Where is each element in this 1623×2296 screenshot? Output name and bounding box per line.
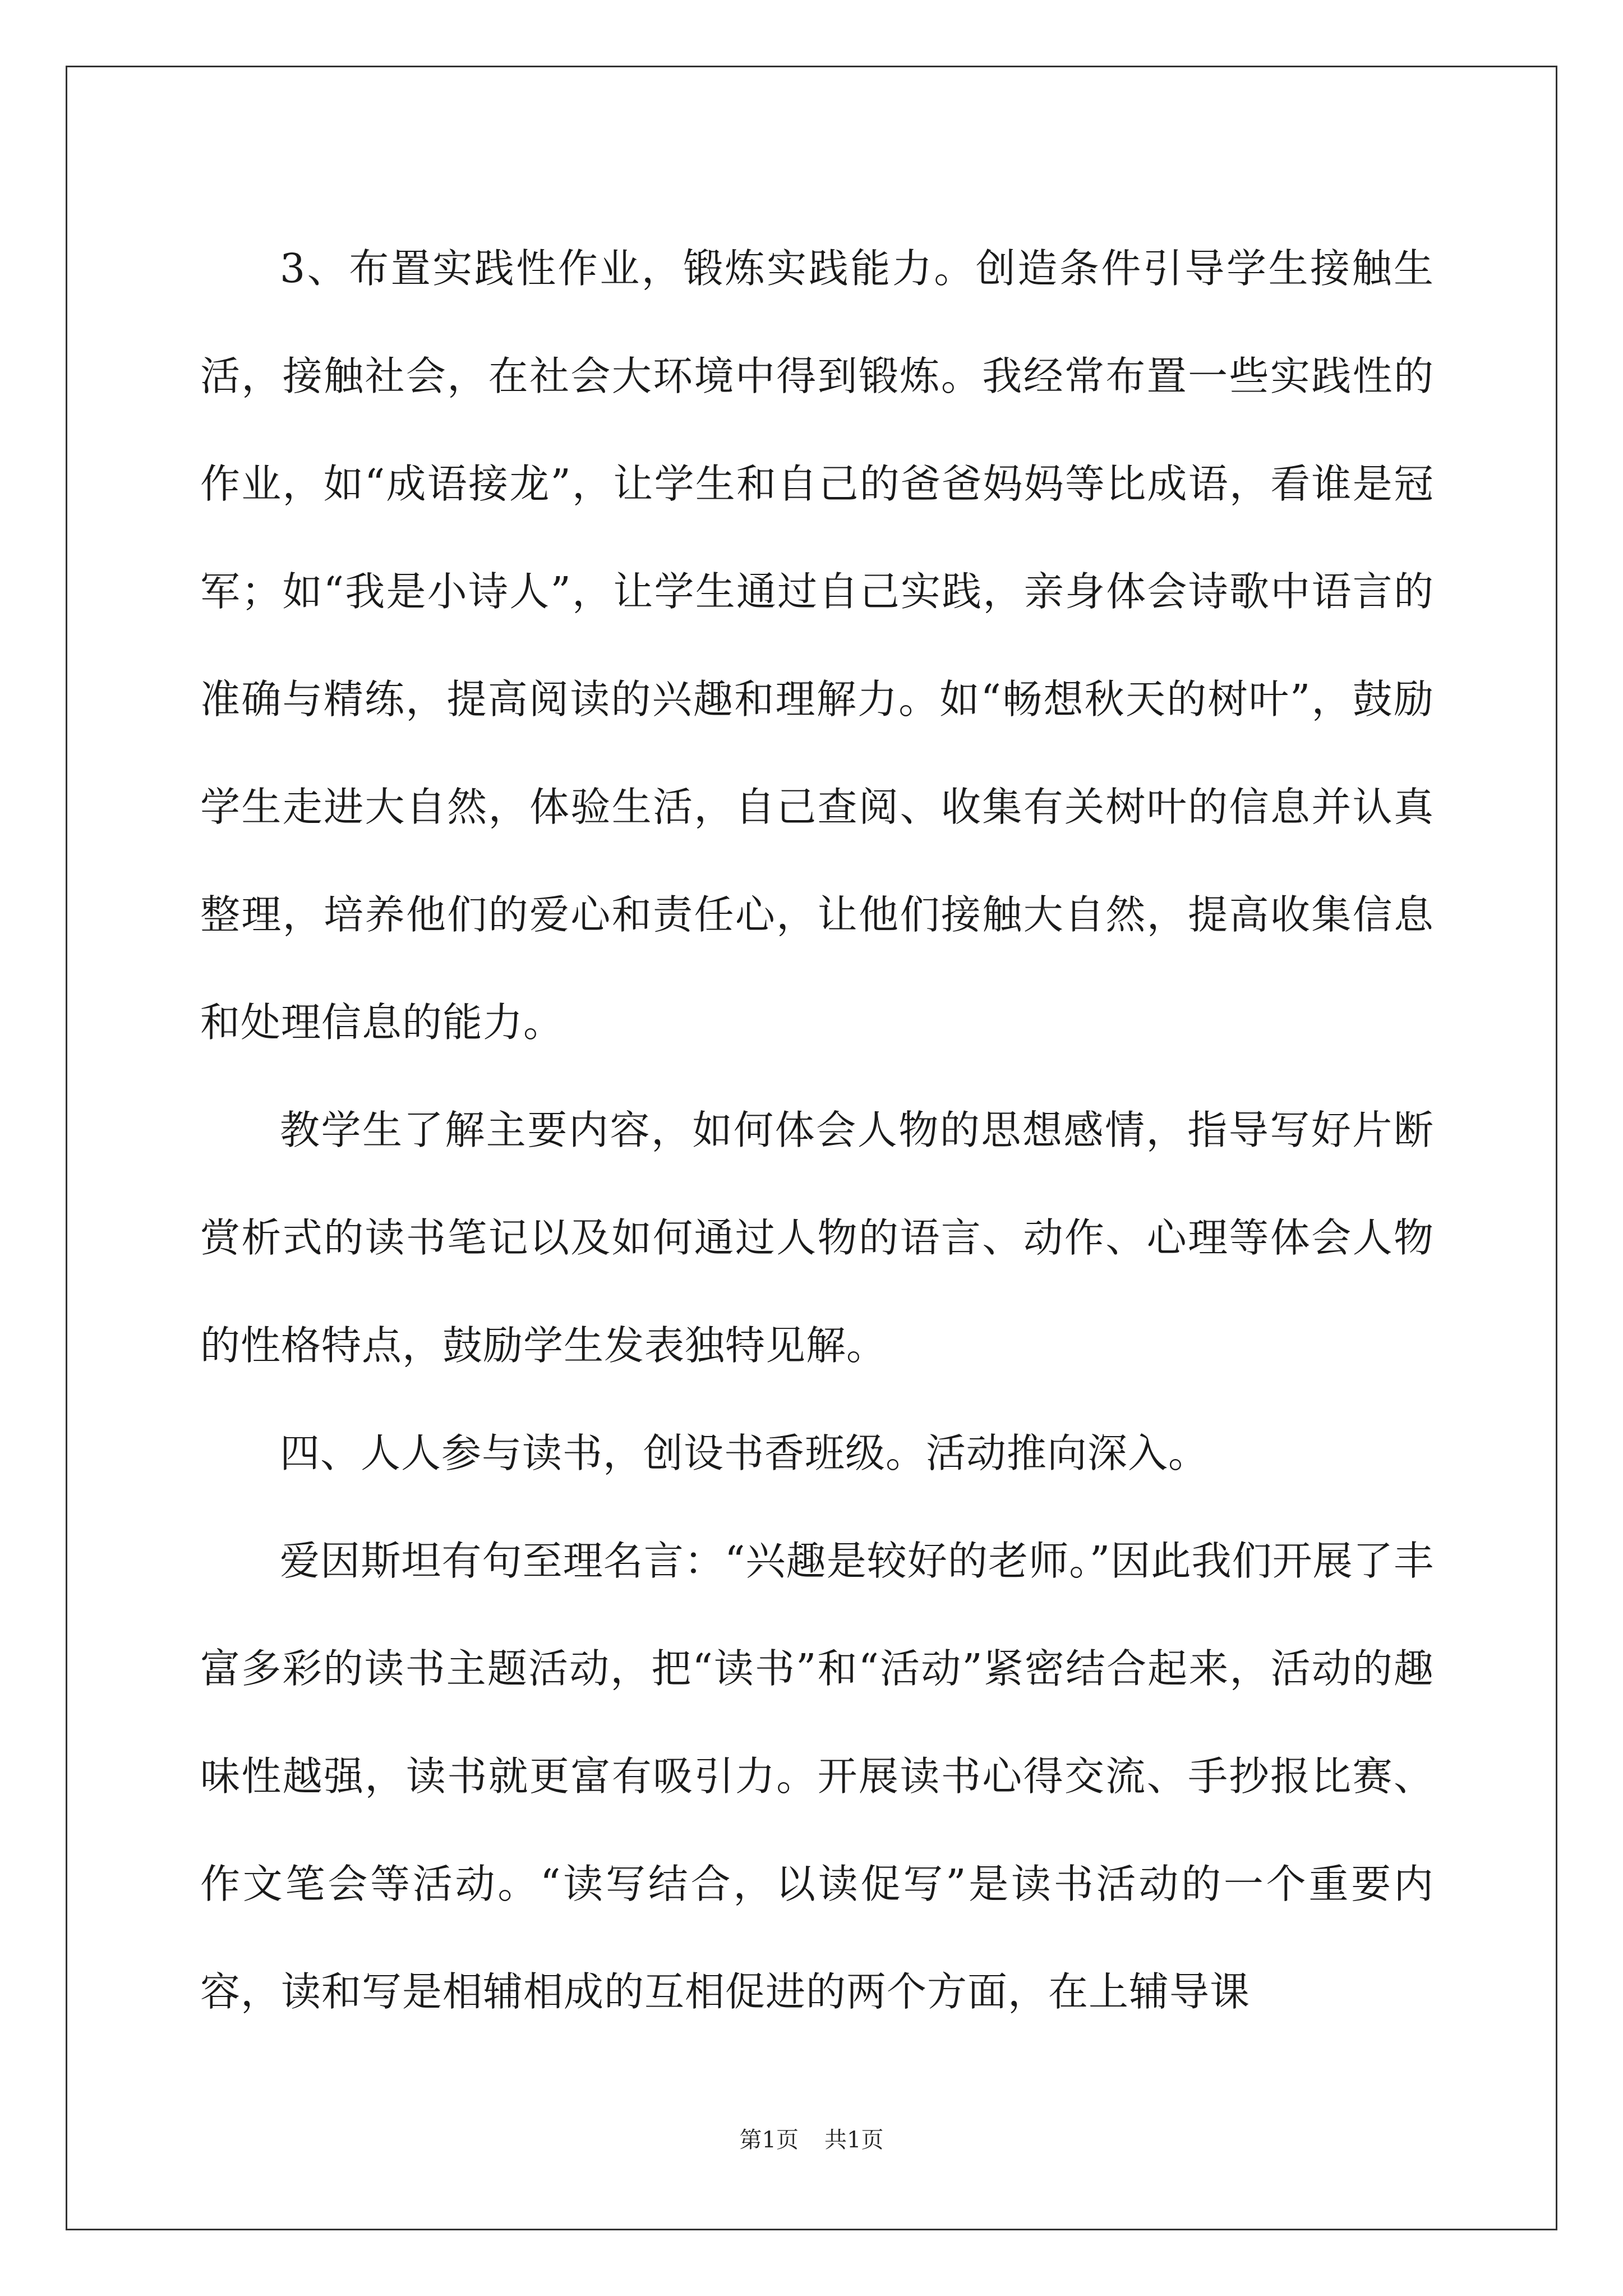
- page-total: 共1页: [824, 2127, 884, 2153]
- page-footer: [0, 2126, 1623, 2154]
- paragraph: 四、人人参与读书，创设书香班级。活动推向深入。: [280, 1430, 1209, 1476]
- page-number: 第1页: [739, 2127, 799, 2153]
- paragraph: 教学生了解主要内容，如何体会人物的思想感情，指导写好片断赏析式的读书笔记以及如何通过人物的语言、动作、心理等体会人物的性格特点，鼓励学生发表独特见解。: [200, 1107, 1434, 1369]
- paragraph: 爱因斯坦有句至理名言：“兴趣是较好的老师。”因此我们开展了丰富多彩的读书主题活动，把“读书”和“活动”紧密结合起来，活动的趣味性越强，读书就更富有吸引力。开展读书心得交流、手抄报比赛、作文笔会等活动。“读写结合，以读促写”是读书活动的一个重要内容，读和写是相辅相成的互相促进的两个方面，在上辅导课: [200, 1538, 1434, 2015]
- document-body: [200, 215, 1434, 2046]
- paragraph: 3、布置实践性作业，锻炼实践能力。创造条件引导学生接触生活，接触社会，在社会大环境中得到锻炼。我经常布置一些实践性的作业，如“成语接龙”，让学生和自己的爸爸妈妈等比成语，看谁是冠军；如“我是小诗人”，让学生通过自己实践，亲身体会诗歌中语言的准确与精练，提高阅读的兴趣和理解力。如“畅想秋天的树叶”，鼓励学生走进大自然，体验生活，自己查阅、收集有关树叶的信息并认真整理，培养他们的爱心和责任心，让他们接触大自然，提高收集信息和处理信息的能力。: [200, 245, 1434, 1046]
